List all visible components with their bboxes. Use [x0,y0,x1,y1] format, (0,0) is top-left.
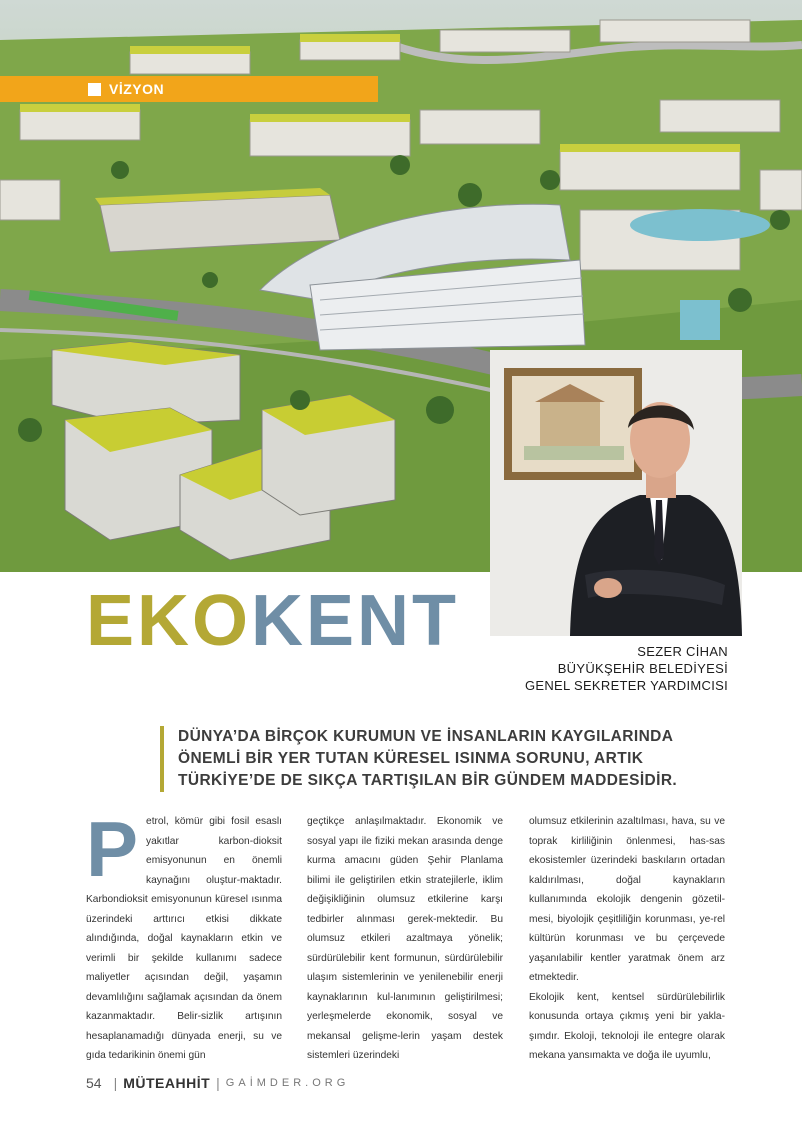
footer-separator-2: | [216,1075,220,1091]
portrait-illustration [490,350,742,636]
article-title [86,581,460,661]
author-byline [525,643,728,694]
author-role-line1: BÜYÜKŞEHİR BELEDİYESİ [557,661,728,676]
section-label: VİZYON [109,81,165,97]
title-part-kent: KENT [251,581,460,661]
magazine-website: GAİMDER.ORG [225,1077,350,1089]
body-column-1 [86,805,282,1066]
body-column-3 [529,812,725,1066]
page-footer [86,1075,349,1091]
page-number: 54 [86,1075,102,1091]
section-square-icon [88,83,101,96]
title-part-eko: EKO [86,581,252,661]
drop-cap: P [86,805,139,893]
body-column-3-paragraph-2: Ekolojik kent, kentsel sürdürülebilirlik konusunda ortaya çıkmış yeni bir yakla-şımdır. Ekoloji, teknoloji ile entegre olarak mekana yansımakta ve doğa ile uyumlu, [529,991,725,1061]
body-column-3-paragraph-1: olumsuz etkilerinin azaltılması, hava, su ve toprak kirliliğinin önlenmesi, has-sas ekosistemler üzerindeki baskıların ortadan kaldırılması, doğal kaynakların kullanımında ekolojik dengenin gözetil-mesi, biyolojik çeşitliliğin korunması, ye-rel kültürün korunması ve bu çerçevede yaşanılabilir kentler yaratmak önem arz etmektedir. [529,816,725,983]
body-column-2 [307,812,503,1066]
section-tag [0,76,378,102]
magazine-name: MÜTEAHHİT [123,1075,211,1091]
author-role-line2: GENEL SEKRETER YARDIMCISI [524,678,728,693]
author-name: SEZER CİHAN [637,644,728,659]
author-portrait [490,350,742,636]
footer-separator: | [113,1075,118,1091]
lead-paragraph: DÜNYA’DA BİRÇOK KURUMUN VE İNSANLARIN KAYGILARINDA ÖNEMLİ BİR YER TUTAN KÜRESEL ISINMA SORUNU, ARTIK TÜRKİYE’DE DE SIKÇA TARTIŞILAN BİR GÜNDEM MADDESİDİR. [160,726,738,792]
body-column-2-text: geçtikçe anlaşılmaktadır. Ekonomik ve sosyal yapı ile fiziki mekan arasında denge kurma amacını güden Şehir Planlama bilimi ile geliştirilen etkin stratejilerle, iklim değişikliğinin olumsuz etkilerine karşı tedbirler alınması gerek-mektedir. Bu olumsuz etkileri azaltmaya yönelik; sürdürülebilir kent formunun, sürdürülebilir ulaşım sistemlerinin ve yenilenebilir enerji kaynaklarının kul-lanımının geliştirilmesi; yerleşmelerde ekonomik, sosyal ve mekansal gelişme-lerin yaşam destek sistemleri üzerindeki [307,816,503,1061]
body-column-1-text: etrol, kömür gibi fosil esaslı yakıtlar karbon-dioksit emisyonunun en önemli kaynağını oluştur-maktadır. Karbondioksit emisyonunun küresel ısınma üzerindeki arttırıcı etkisi dikkate alındığında, doğal kaynakların etkin ve verimli bir şekilde kullanımı sadece maliyetler açısından değil, yaşamın devamlılığını sağlamak açısından da önem kazanmaktadır. Belir-sizlik artışının hesaplanamadığı dünyada enerji, su ve gıda tedarikinin önemi gün [86,816,282,1061]
